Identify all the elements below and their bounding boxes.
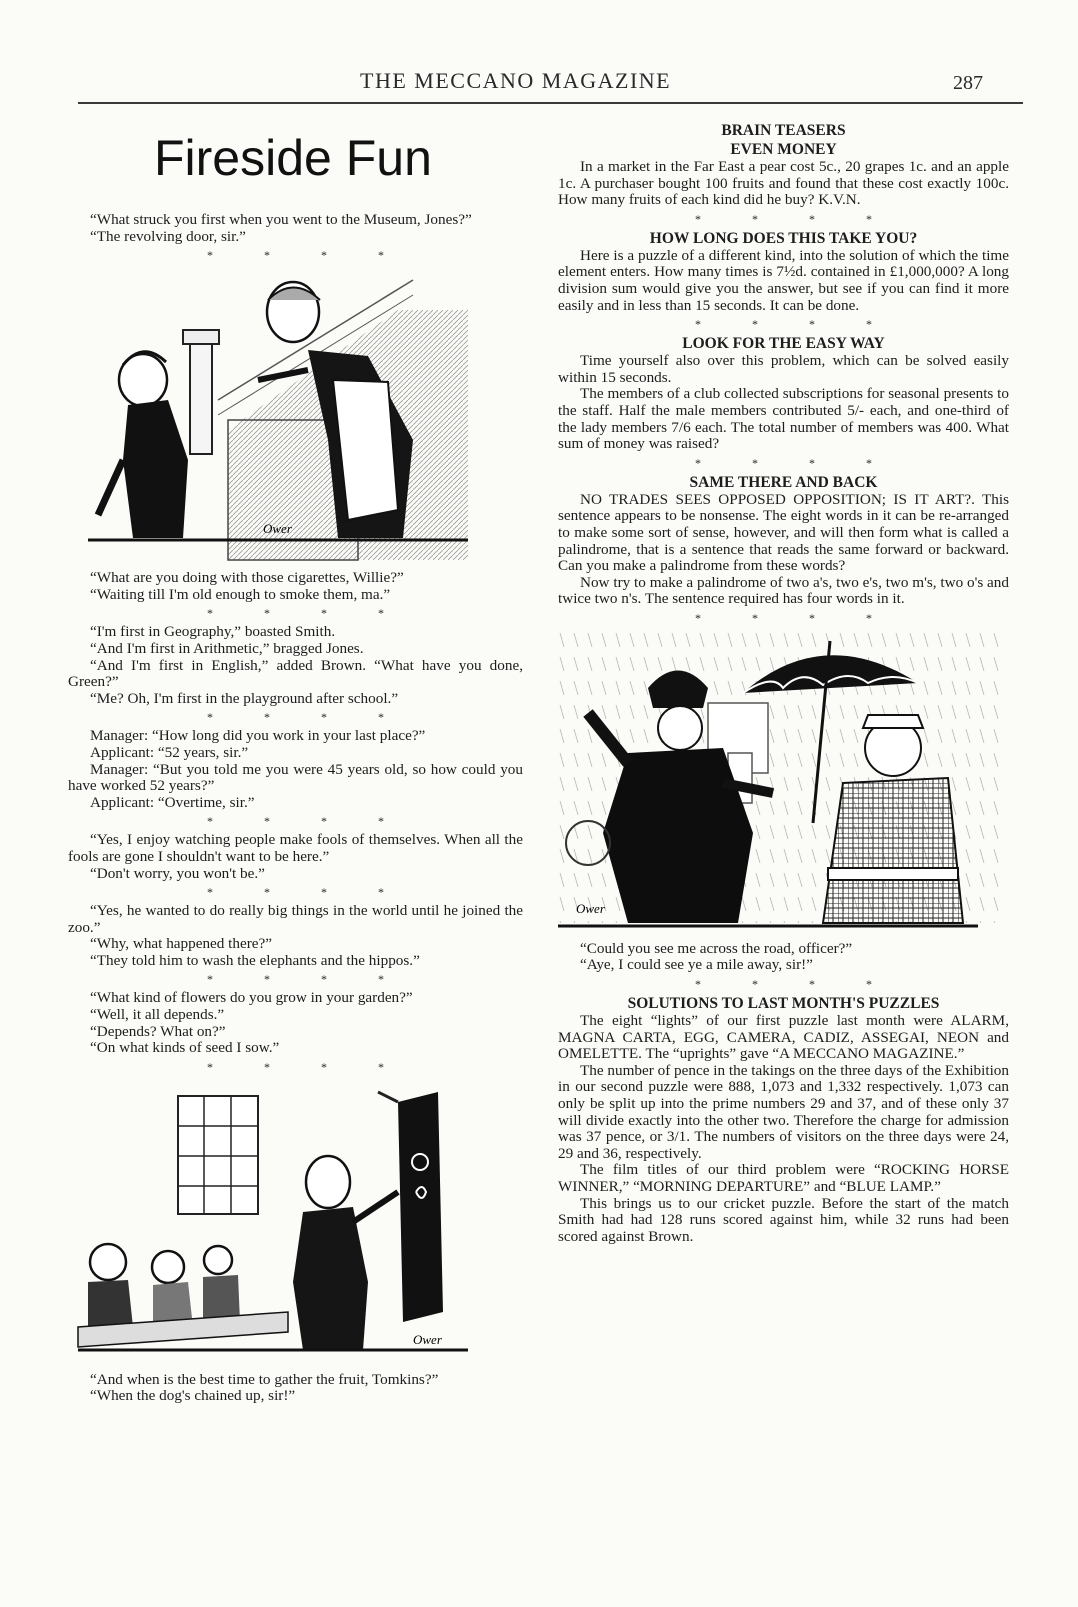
joke-line: “Why, what happened there?” xyxy=(90,935,273,953)
puzzle-title: EVEN MONEY xyxy=(730,141,837,158)
puzzle-title: LOOK FOR THE EASY WAY xyxy=(682,335,885,353)
cartoon-signature: Ower xyxy=(263,521,292,537)
solution-text: The eight “lights” of our first puzzle last month were ALARM, MAGNA CARTA, EGG, CAMERA, CADIZ, ASSEGAI, NEON and OMELETTE. The “uprights” gave “A MECCANO MAGAZINE.” xyxy=(558,1012,1009,1063)
joke-line: “Waiting till I'm old enough to smoke them, ma.” xyxy=(90,585,391,603)
separator-stars: * * * * xyxy=(207,1059,408,1074)
separator-stars: * * * * xyxy=(695,610,896,625)
cartoon-signature: Ower xyxy=(413,1331,442,1347)
separator-stars: * * * * xyxy=(207,814,408,829)
joke-line: “On what kinds of seed I sow.” xyxy=(90,1039,280,1057)
joke-line: Manager: “How long did you work in your last place?” xyxy=(90,727,426,745)
puzzle-text: In a market in the Far East a pear cost 5c., 20 grapes 1c. and an apple 1c. A purchaser bought 100 fruits and found that these cost exactly 100c. How many fruits of each kind did he buy? K.V.N. xyxy=(558,158,1009,209)
running-header: THE MECCANO MAGAZINE xyxy=(360,68,672,93)
separator-stars: * * * * xyxy=(207,972,408,987)
joke-line: “What struck you first when you went to the Museum, Jones?” xyxy=(90,211,472,228)
joke-line: “Well, it all depends.” xyxy=(90,1006,225,1024)
joke-line: “And when is the best time to gather the fruit, Tomkins?” xyxy=(90,1370,439,1388)
puzzle-text: Time yourself also over this problem, which can be solved easily within 15 seconds. xyxy=(558,352,1009,386)
separator-stars: * * * * xyxy=(695,455,896,470)
joke-line: “And I'm first in Arithmetic,” bragged Jones. xyxy=(90,639,364,657)
puzzle-title: SAME THERE AND BACK xyxy=(689,473,878,491)
cartoon-classroom xyxy=(68,1082,508,1364)
joke-line: “I'm first in Geography,” boasted Smith. xyxy=(90,623,336,641)
solution-text: The film titles of our third problem were “ROCKING HORSE WINNER,” “MORNING DEPARTURE” and “BLUE LAMP.” xyxy=(558,1161,1009,1195)
left-column xyxy=(68,118,523,1405)
puzzle-text: Now try to make a palindrome of two a's, two e's, two m's, two o's and twice two n's. The sentence required has four words in it. xyxy=(558,573,1009,608)
joke-line: “And I'm first in English,” added Brown. “What have you done, Green?” xyxy=(68,656,523,691)
section-heading: BRAIN TEASERS xyxy=(721,122,846,139)
joke-line: Manager: “But you told me you were 45 years old, so how could you have worked 52 years?” xyxy=(68,760,523,795)
solution-text: This brings us to our cricket puzzle. Before the start of the match Smith had had 128 runs scored against him, while 32 runs had been scored against Brown. xyxy=(558,1194,1009,1245)
joke-line: “The revolving door, sir.” xyxy=(90,227,246,245)
puzzle-text: Here is a puzzle of a different kind, into the solution of which the time element enters. How many times is 7½d. contained in £1,000,000? A long division sum would give you the answer, but see if you can find it more easily and in less than 15 seconds. It can be done. xyxy=(558,246,1009,314)
page-title: Fireside Fun xyxy=(154,130,432,186)
puzzle-text: The members of a club collected subscriptions for seasonal presents to the staff. Half the male members contributed 5/- each, and one-third of the lady members 7/6 each. The total number of members was 400. What sum of money was raised? xyxy=(558,385,1009,453)
joke-line: “Aye, I could see ye a mile away, sir!” xyxy=(580,956,813,974)
separator-stars: * * * * xyxy=(207,885,408,900)
separator-stars: * * * * xyxy=(207,248,408,263)
puzzle-title: HOW LONG DOES THIS TAKE YOU? xyxy=(649,229,918,247)
joke-line: Applicant: “Overtime, sir.” xyxy=(90,793,255,811)
separator-stars: * * * * xyxy=(695,317,896,332)
joke-line: “What are you doing with those cigarettes, Willie?” xyxy=(90,569,404,587)
solution-text: The number of pence in the takings on the three days of the Exhibition in our second puzzle were 888, 1,073 and 1,332 respectively. 1,073 can only be split up into the prime numbers 29 and 37, and of these only 37 will divide exactly into the other two. Therefore the charge for admission was 37 pence, or 3/1. The numbers of visitors on the three days were 24, 29 and 36, respectively. xyxy=(558,1061,1009,1162)
joke-line: Applicant: “52 years, sir.” xyxy=(90,743,249,761)
joke-line: “When the dog's chained up, sir!” xyxy=(90,1387,296,1405)
separator-stars: * * * * xyxy=(695,977,896,992)
separator-stars: * * * * xyxy=(695,211,896,226)
solutions-title: SOLUTIONS TO LAST MONTH'S PUZZLES xyxy=(627,995,940,1013)
puzzle-text: NO TRADES SEES OPPOSED OPPOSITION; IS IT ART?. This sentence appears to be nonsense. The eight words in it can be re-arranged to make some sort of sense, however, and will then form what is called a palindrome, that is a sentence that reads the same forward or backward. Can you make a palindrome from these words? xyxy=(558,490,1009,575)
joke-line: “Me? Oh, I'm first in the playground after school.” xyxy=(90,689,399,707)
separator-stars: * * * * xyxy=(207,710,408,725)
joke-line: “Depends? What on?” xyxy=(90,1022,226,1040)
joke-line: “What kind of flowers do you grow in your garden?” xyxy=(90,989,413,1007)
joke-line: “Don't worry, you won't be.” xyxy=(90,864,265,882)
cartoon-policeman-and-gentleman xyxy=(558,633,1003,933)
cartoon-boy-and-mother xyxy=(68,270,508,562)
joke-line: “Could you see me across the road, officer?” xyxy=(580,939,853,957)
joke-line: “Yes, he wanted to do really big things in the world until he joined the zoo.” xyxy=(68,902,523,936)
joke-line: “Yes, I enjoy watching people make fools of themselves. When all the fools are gone I shouldn't want to be here.” xyxy=(68,831,523,865)
joke-line: “They told him to wash the elephants and the hippos.” xyxy=(90,951,420,969)
cartoon-signature: Ower xyxy=(576,900,605,916)
right-column xyxy=(558,120,1009,1245)
separator-stars: * * * * xyxy=(207,606,408,621)
page-number: 287 xyxy=(953,72,983,94)
header-rule xyxy=(78,102,1023,104)
